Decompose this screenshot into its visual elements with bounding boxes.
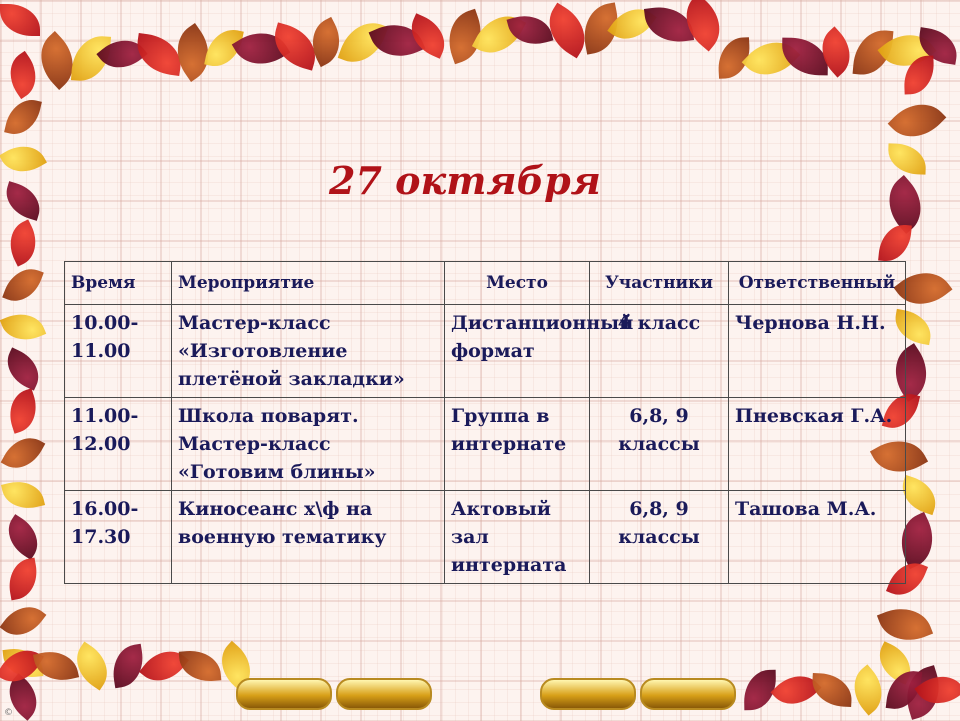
cell-place: Дистанционный формат — [445, 305, 590, 398]
table-row — [65, 491, 906, 584]
autumn-leaf-decoration — [33, 646, 79, 686]
autumn-leaf-decoration — [0, 514, 47, 560]
gold-bar-ornament — [540, 678, 636, 710]
autumn-leaf-decoration — [0, 4, 40, 36]
autumn-leaf-decoration — [179, 648, 222, 683]
autumn-leaf-decoration — [811, 673, 853, 707]
page-title: 27 октября — [329, 158, 601, 203]
gold-bar-ornament — [640, 678, 736, 710]
table-row — [65, 398, 906, 491]
autumn-leaf-decoration — [109, 644, 147, 689]
cell-participants: 6,8, 9 классы — [590, 491, 729, 584]
copyright-mark: © — [4, 708, 13, 718]
cell-event: Школа поварят. Мастер-класс «Готовим блины» — [172, 398, 445, 491]
cell-time: 10.00-11.00 — [65, 305, 172, 398]
cell-event: Мастер-класс «Изготовление плетёной закладки» — [172, 305, 445, 398]
table-header-row — [65, 262, 906, 305]
cell-place: Группа в интернате — [445, 398, 590, 491]
gold-bar-ornament — [336, 678, 432, 710]
autumn-leaf-decoration — [878, 223, 912, 264]
autumn-leaf-decoration — [5, 558, 41, 601]
cell-participants: 4 класс — [590, 305, 729, 398]
gold-bar-ornament — [236, 678, 332, 710]
cell-participants: 6,8, 9 классы — [590, 398, 729, 491]
autumn-leaf-decoration — [4, 95, 42, 139]
header-event: Мероприятие — [172, 262, 445, 305]
autumn-leaf-decoration — [1, 476, 45, 514]
header-place: Место — [445, 262, 590, 305]
autumn-leaf-decoration — [1, 219, 45, 266]
schedule-table — [64, 261, 906, 584]
cell-event: Киносеанс х\ф на военную тематику — [172, 491, 445, 584]
autumn-leaf-decoration — [888, 91, 947, 150]
header-time: Время — [65, 262, 172, 305]
cell-responsible: Чернова Н.Н. — [729, 305, 906, 398]
cell-responsible: Ташова М.А. — [729, 491, 906, 584]
cell-time: 16.00-17.30 — [65, 491, 172, 584]
autumn-leaf-decoration — [0, 347, 47, 390]
autumn-leaf-decoration — [507, 9, 554, 50]
cell-time: 11.00-12.00 — [65, 398, 172, 491]
autumn-leaf-decoration — [0, 51, 46, 99]
header-participants: Участники — [590, 262, 729, 305]
cell-responsible: Пневская Г.А. — [729, 398, 906, 491]
table-row — [65, 305, 906, 398]
header-responsible: Ответственный — [729, 262, 906, 305]
autumn-leaf-decoration — [1, 429, 46, 477]
autumn-leaf-decoration — [782, 38, 829, 76]
autumn-leaf-decoration — [0, 306, 46, 348]
cell-place: Актовый зал интерната — [445, 491, 590, 584]
autumn-leaf-decoration — [0, 597, 46, 645]
autumn-leaf-decoration — [3, 388, 43, 433]
autumn-leaf-decoration — [2, 262, 44, 308]
